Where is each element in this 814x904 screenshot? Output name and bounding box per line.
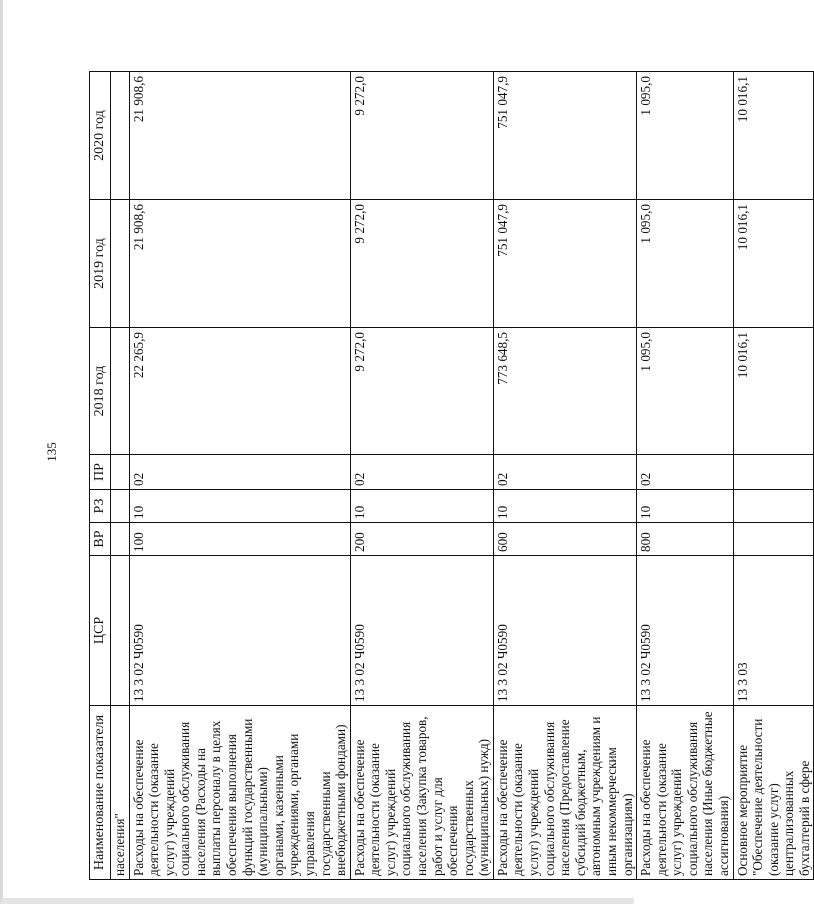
row-name: Расходы на обеспечение деятельности (оказание услуг) учреждений социального обслуживания населения (Расходы на выплаты персоналу в целях обеспечения выполнения функций государственными (муниципальными) органами, казенными учреждениями, органами управления государственными внебюджетными фондами) [129,706,350,880]
continuation-row [111,72,130,880]
row-2020: 1 095,0 [637,72,733,200]
row-name: Основное мероприятие "Обеспечение деятельности (оказание услуг) централизованных бухгалтерий в сфере [733,706,814,880]
row-vr: 600 [493,523,636,556]
row-vr: 100 [129,523,350,556]
continuation-text: населения" [111,706,130,880]
table-row [129,72,350,880]
page-number: 135 [44,442,59,462]
row-2020: 9 272,0 [350,72,493,200]
row-2018: 9 272,0 [350,328,493,455]
header-2018: 2018 год [90,328,111,455]
rotated-table-wrapper [89,72,812,880]
row-2018: 1 095,0 [637,328,733,455]
row-2018: 22 265,9 [129,328,350,455]
row-2019: 21 908,6 [129,200,350,328]
row-csr: 13 3 02 Ч0590 [637,556,733,706]
header-vr: ВР [90,523,111,556]
header-row [90,72,111,880]
header-name: Наименование показателя [90,706,111,880]
row-2018: 10 016,1 [733,328,814,455]
header-2020: 2020 год [90,72,111,200]
table-row [493,72,636,880]
row-pr: 02 [350,455,493,490]
row-pr: 02 [637,455,733,490]
row-vr: 800 [637,523,733,556]
row-2020: 10 016,1 [733,72,814,200]
table-row [733,72,814,880]
row-pr [733,455,814,490]
row-csr: 13 3 02 Ч0590 [350,556,493,706]
row-rz: 10 [637,490,733,523]
row-2019: 751 047,9 [493,200,636,328]
row-2020: 751 047,9 [493,72,636,200]
header-csr: ЦСР [90,556,111,706]
row-rz: 10 [129,490,350,523]
row-rz: 10 [350,490,493,523]
row-name: Расходы на обеспечение деятельности (оказание услуг) учреждений социального обслуживания населения (Предоставление субсидий бюджетным, автономным учреждениям и иным некоммерческим организациям) [493,706,636,880]
row-pr: 02 [493,455,636,490]
row-pr: 02 [129,455,350,490]
row-csr: 13 3 03 [733,556,814,706]
row-csr: 13 3 02 Ч0590 [493,556,636,706]
table-row [350,72,493,880]
table-row [637,72,733,880]
header-2019: 2019 год [90,200,111,328]
row-2019: 9 272,0 [350,200,493,328]
row-vr: 200 [350,523,493,556]
row-csr: 13 3 02 Ч0590 [129,556,350,706]
row-vr [733,523,814,556]
row-name: Расходы на обеспечение деятельности (оказание услуг) учреждений социального обслуживания населения (Закупка товаров, работ и услуг для обеспечения государственных (муниципальных) нужд) [350,706,493,880]
row-2020: 21 908,6 [129,72,350,200]
budget-table [89,71,814,880]
row-rz [733,490,814,523]
row-2019: 10 016,1 [733,200,814,328]
row-name: Расходы на обеспечение деятельности (оказание услуг) учреждений социального обслуживания населения (Иные бюджетные ассигнования) [637,706,733,880]
row-rz: 10 [493,490,636,523]
row-2019: 1 095,0 [637,200,733,328]
header-pr: ПР [90,455,111,490]
header-rz: РЗ [90,490,111,523]
row-2018: 773 648,5 [493,328,636,455]
